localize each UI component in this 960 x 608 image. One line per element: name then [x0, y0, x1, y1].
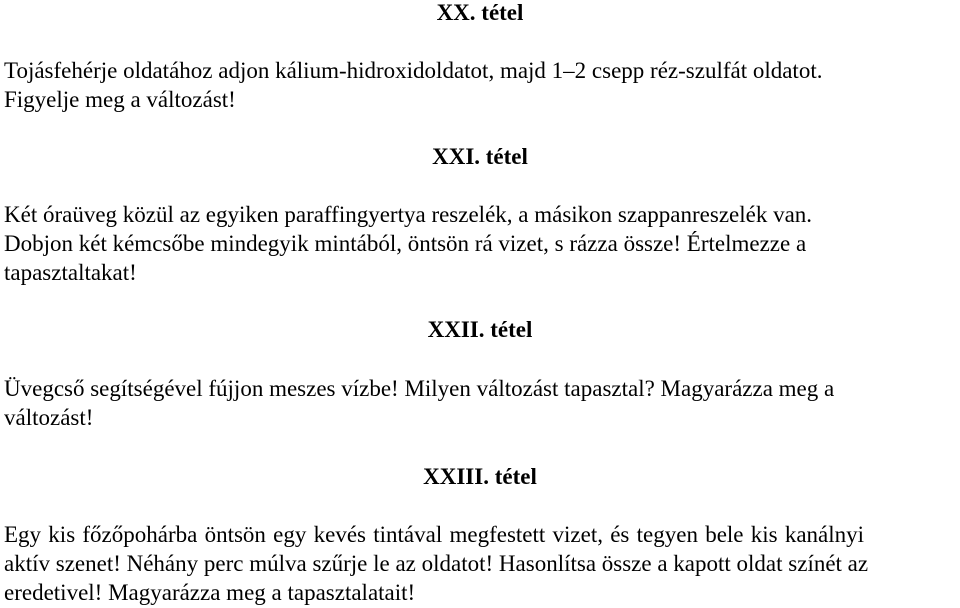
text-line: Üvegcső segítségével fújjon meszes vízbe! Milyen változást tapasztal? Magyarázza meg a	[4, 376, 835, 401]
text-line: Tojásfehérje oldatához adjon kálium-hidroxidoldatot, majd 1–2 csepp réz-szulfát oldatot.	[4, 58, 823, 83]
text-line: Két óraüveg közül az egyiken paraffingyertya reszelék, a másikon szappanreszelék van.	[4, 202, 813, 227]
text-line: aktív szenet! Néhány perc múlva szűrje le az oldatot! Hasonlítsa össze a kapott oldat színét az	[4, 551, 869, 576]
section-text-xxi	[4, 200, 959, 287]
text-line: Dobjon két kémcsőbe mindegyik mintából, öntsön rá vizet, s rázza össze! Értelmezze a	[4, 231, 807, 256]
section-heading-xx: XX. tétel	[436, 0, 524, 25]
section-heading-xxiii: XXIII. tétel	[423, 464, 537, 489]
text-line: változást!	[4, 405, 94, 430]
section-heading-xxi: XXI. tétel	[432, 144, 528, 169]
text-line: Figyelje meg a változást!	[4, 87, 236, 112]
section-text-xxii	[4, 374, 959, 432]
text-line: tapasztaltakat!	[4, 260, 137, 285]
section-heading-xxii: XXII. tétel	[427, 317, 533, 342]
section-text-xxiii	[4, 520, 959, 607]
text-line: Egy kis főzőpohárba öntsön egy kevés tintával megfestett vizet, és tegyen bele kis kanálnyi	[4, 522, 865, 547]
text-line: eredetivel! Magyarázza meg a tapasztalatait!	[4, 580, 416, 605]
section-text-xx	[4, 56, 959, 114]
